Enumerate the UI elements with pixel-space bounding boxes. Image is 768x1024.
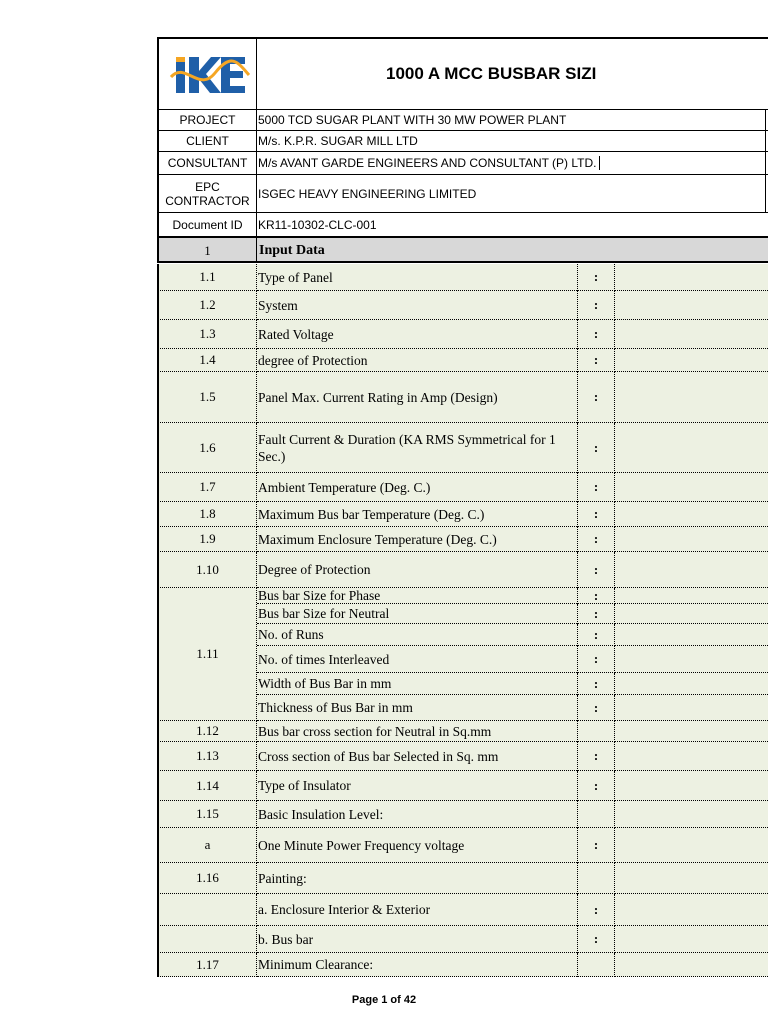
item-number: 1.7 [157,473,257,502]
header-value [257,131,768,152]
item-value-cell [615,801,768,828]
item-separator: : [577,372,615,423]
header-value-text: M/s AVANT GARDE ENGINEERS AND CONSULTANT (P) LTD. [258,156,600,170]
item-separator: : [577,604,615,624]
item-value-cell [615,527,768,552]
item-value-cell [615,673,768,695]
header-value-text: KR11-10302-CLC-001 [258,217,377,232]
item-separator [577,801,615,828]
section-number: 1 [157,238,257,263]
section-title: Input Data [259,242,325,258]
item-value-cell [615,828,768,863]
item-description: Fault Current & Duration (KA RMS Symmetrical for 1 Sec.) [257,423,577,473]
item-number: 1.13 [157,742,257,771]
item-description: Bus bar Size for Phase [257,588,577,604]
header-value-text: M/s. K.P.R. SUGAR MILL LTD [258,134,418,148]
header-label: Document ID [157,213,257,237]
header-value [257,152,768,175]
item-description: Ambient Temperature (Deg. C.) [257,473,577,502]
item-value-cell [615,502,768,527]
item-description: b. Bus bar [257,926,577,953]
item-number: 1.12 [157,721,257,742]
item-number: 1.17 [157,953,257,977]
item-value-cell [615,894,768,926]
item-separator: : [577,264,615,291]
item-description: System [257,291,577,320]
item-description: No. of times Interleaved [257,646,577,673]
item-value-cell [615,695,768,721]
item-separator: : [577,502,615,527]
item-separator: : [577,552,615,588]
header-label: CONSULTANT [157,152,257,175]
item-number: 1.6 [157,423,257,473]
header-label: PROJECT [157,110,257,131]
item-description: No. of Runs [257,624,577,646]
document-title: 1000 A MCC BUSBAR SIZI [257,37,768,110]
header-label: EPC CONTRACTOR [157,175,257,213]
item-description: Painting: [257,863,577,894]
item-value-cell [615,552,768,588]
header-value-text: ISGEC HEAVY ENGINEERING LIMITED [258,186,477,201]
header-value [257,110,768,131]
header-value [257,175,768,213]
item-value-cell [615,721,768,742]
header-label: CLIENT [157,131,257,152]
item-value-cell [615,624,768,646]
item-separator [577,953,615,977]
item-number: 1.14 [157,771,257,801]
item-description: Maximum Bus bar Temperature (Deg. C.) [257,502,577,527]
item-value-cell [615,604,768,624]
item-number: a [157,828,257,863]
item-number: 1.15 [157,801,257,828]
item-separator: : [577,423,615,473]
item-description: Basic Insulation Level: [257,801,577,828]
item-value-cell [615,349,768,372]
item-separator: : [577,527,615,552]
item-number: 1.4 [157,349,257,372]
item-description: Type of Panel [257,264,577,291]
item-description: Bus bar cross section for Neutral in Sq.mm [257,721,577,742]
item-separator [577,863,615,894]
item-separator: : [577,291,615,320]
item-value-cell [615,320,768,349]
item-number: 1.2 [157,291,257,320]
header-value [257,213,768,237]
item-value-cell [615,771,768,801]
item-separator: : [577,695,615,721]
document-sheet [157,37,768,977]
item-separator: : [577,624,615,646]
company-logo [157,37,257,110]
item-separator [577,721,615,742]
item-description: Type of Insulator [257,771,577,801]
item-number [157,894,257,926]
item-description: Panel Max. Current Rating in Amp (Design) [257,372,577,423]
item-value-cell [615,742,768,771]
item-description: Width of Bus Bar in mm [257,673,577,695]
item-number: 1.8 [157,502,257,527]
item-value-cell [615,423,768,473]
item-separator: : [577,771,615,801]
item-number: 1.10 [157,552,257,588]
item-number: 1.3 [157,320,257,349]
item-value-cell [615,264,768,291]
item-separator: : [577,473,615,502]
header-value-text: 5000 TCD SUGAR PLANT WITH 30 MW POWER PLANT [258,113,567,127]
item-value-cell [615,926,768,953]
item-value-cell [615,646,768,673]
page-footer: Page 1 of 42 [351,994,417,1006]
item-number: 1.5 [157,372,257,423]
item-description: Maximum Enclosure Temperature (Deg. C.) [257,527,577,552]
item-description: Minimum Clearance: [257,953,577,977]
item-description: Cross section of Bus bar Selected in Sq. mm [257,742,577,771]
item-separator: : [577,588,615,604]
item-value-cell [615,473,768,502]
item-value-cell [615,372,768,423]
item-value-cell [615,863,768,894]
item-description: degree of Protection [257,349,577,372]
item-separator: : [577,320,615,349]
item-separator: : [577,349,615,372]
item-value-cell [615,953,768,977]
item-description: Bus bar Size for Neutral [257,604,577,624]
item-description: Thickness of Bus Bar in mm [257,695,577,721]
item-number: 1.16 [157,863,257,894]
item-description: a. Enclosure Interior & Exterior [257,894,577,926]
item-separator: : [577,926,615,953]
ike-logo-icon [159,39,257,110]
item-value-cell [615,588,768,604]
item-description: Degree of Protection [257,552,577,588]
item-description: One Minute Power Frequency voltage [257,828,577,863]
item-separator: : [577,894,615,926]
item-number: 1.1 [157,264,257,291]
item-number: 1.9 [157,527,257,552]
item-separator: : [577,742,615,771]
item-separator: : [577,673,615,695]
item-description: Rated Voltage [257,320,577,349]
item-separator: : [577,828,615,863]
item-value-cell [615,291,768,320]
item-separator: : [577,646,615,673]
item-number: 1.11 [157,588,257,721]
item-number [157,926,257,953]
